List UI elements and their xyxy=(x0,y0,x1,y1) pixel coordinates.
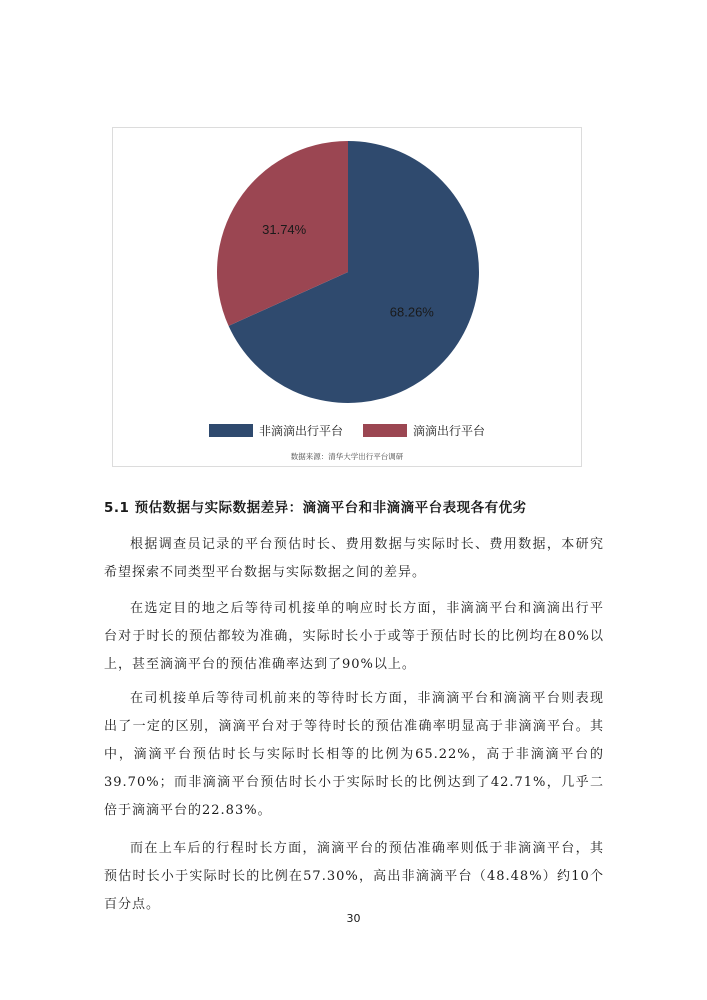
pie-chart xyxy=(113,128,583,468)
section-heading: 5.1 预估数据与实际数据差异：滴滴平台和非滴滴平台表现各有优劣 xyxy=(104,500,527,516)
paragraph-2: 在选定目的地之后等待司机接单的响应时长方面，非滴滴平台和滴滴出行平台对于时长的预估都较为准确，实际时长小于或等于预估时长的比例均在80%以上，甚至滴滴平台的预估准确率达到了90%以上。 xyxy=(104,601,604,672)
paragraph-1: 根据调查员记录的平台预估时长、费用数据与实际时长、费用数据，本研究希望探索不同类型平台数据与实际数据之间的差异。 xyxy=(104,537,604,580)
page-number: 30 xyxy=(346,912,361,925)
pie-chart-figure xyxy=(112,127,582,467)
legend-item-didi xyxy=(363,422,485,439)
legend-label-non-didi: 非滴滴出行平台 xyxy=(258,424,343,438)
chart-source-note: 数据来源：清华大学出行平台调研 xyxy=(290,452,404,461)
legend-item-non-didi xyxy=(209,422,343,439)
pie-label-didi: 31.74% xyxy=(262,222,307,238)
paragraph-4: 而在上车后的行程时长方面，滴滴平台的预估准确率则低于非滴滴平台，其预估时长小于实际时长的比例在57.30%，高出非滴滴平台（48.48%）约10个百分点。 xyxy=(104,841,604,912)
legend-swatch-didi xyxy=(363,424,407,437)
legend-label-didi: 滴滴出行平台 xyxy=(413,424,486,438)
pie-label-non-didi: 68.26% xyxy=(389,304,434,320)
legend-swatch-non-didi xyxy=(209,424,253,437)
chart-legend xyxy=(113,422,581,439)
paragraph-3: 在司机接单后等待司机前来的等待时长方面，非滴滴平台和滴滴平台则表现出了一定的区别，滴滴平台对于等待时长的预估准确率明显高于非滴滴平台。其中，滴滴平台预估时长与实际时长相等的比例为65.22%，高于非滴滴平台的39.70%；而非滴滴平台预估时长小于实际时长的比例达到了42.71%，几乎二倍于滴滴平台的22.83%。 xyxy=(104,691,604,818)
